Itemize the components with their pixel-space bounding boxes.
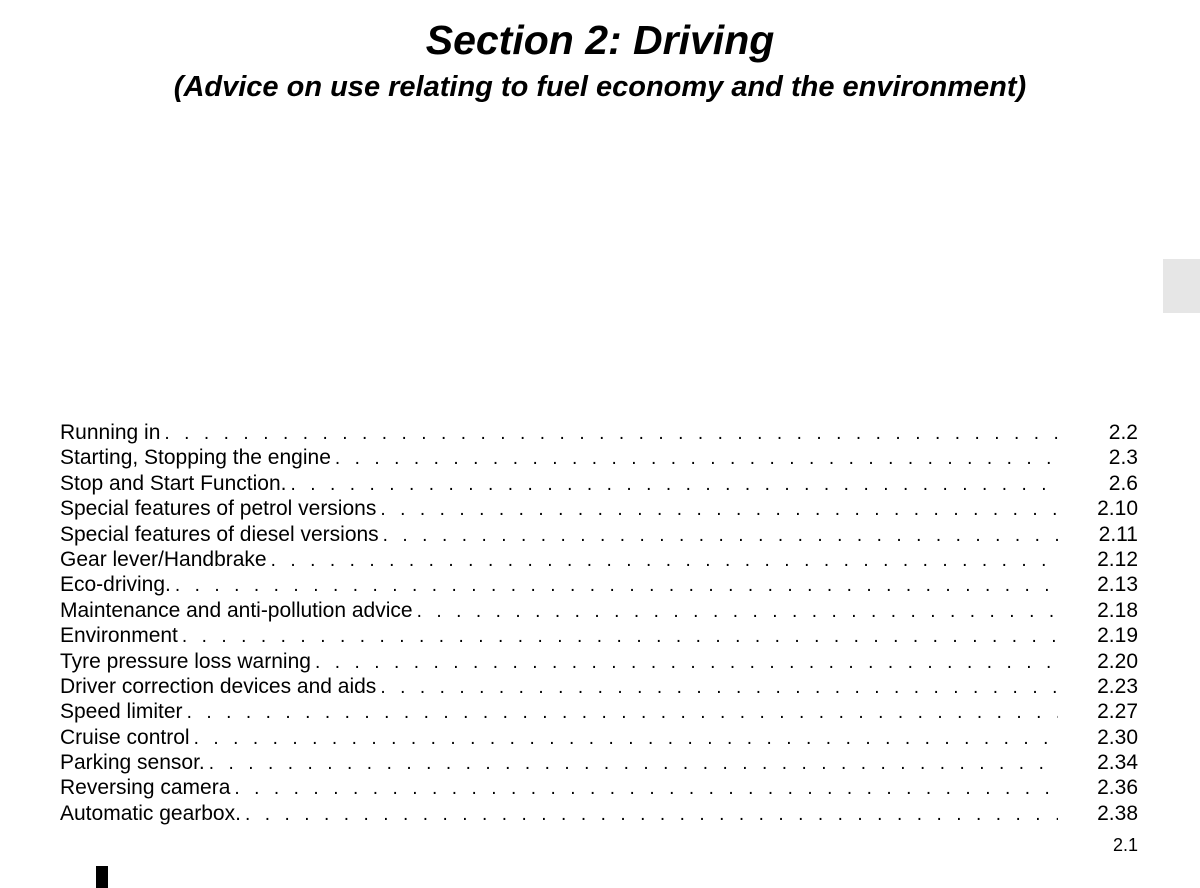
table-of-contents bbox=[60, 420, 1138, 826]
toc-entry-title: Reversing camera bbox=[60, 776, 231, 800]
toc-entry-title: Starting, Stopping the engine bbox=[60, 446, 331, 470]
toc-entry-cruise-control[interactable] bbox=[60, 725, 1138, 750]
toc-entry-running-in[interactable] bbox=[60, 420, 1138, 445]
toc-entry-maintenance[interactable] bbox=[60, 598, 1138, 623]
toc-entry-page: 2.12 bbox=[1097, 547, 1138, 571]
toc-entry-gear-lever[interactable] bbox=[60, 547, 1138, 572]
toc-entry-reversing-camera[interactable] bbox=[60, 775, 1138, 800]
toc-dot-leader bbox=[209, 751, 1058, 776]
page-title: Section 2: Driving bbox=[425, 17, 775, 63]
toc-entry-page: 2.6 bbox=[1108, 471, 1138, 495]
toc-dot-leader bbox=[194, 726, 1058, 751]
toc-entry-page: 2.36 bbox=[1097, 776, 1138, 800]
toc-entry-page: 2.2 bbox=[1108, 421, 1138, 444]
toc-dot-leader bbox=[380, 497, 1058, 522]
toc-dot-leader bbox=[383, 523, 1058, 548]
toc-entry-page: 2.13 bbox=[1097, 573, 1138, 597]
toc-dot-leader bbox=[380, 675, 1058, 700]
toc-dot-leader bbox=[335, 446, 1058, 471]
toc-entry-page: 2.18 bbox=[1097, 598, 1138, 622]
toc-entry-title: Driver correction devices and aids bbox=[60, 674, 377, 698]
page-subtitle: (Advice on use relating to fuel economy and the environment) bbox=[173, 71, 1027, 103]
toc-entry-eco-driving[interactable] bbox=[60, 572, 1138, 597]
toc-entry-diesel-versions[interactable] bbox=[60, 522, 1138, 547]
edge-mark bbox=[96, 866, 108, 888]
toc-entry-page: 2.20 bbox=[1097, 649, 1138, 673]
toc-dot-leader bbox=[234, 776, 1058, 801]
toc-entry-page: 2.19 bbox=[1097, 624, 1138, 648]
toc-entry-title: Cruise control bbox=[60, 725, 190, 749]
toc-entry-page: 2.3 bbox=[1108, 446, 1138, 470]
toc-entry-petrol-versions[interactable] bbox=[60, 496, 1138, 521]
section-tab-marker bbox=[1163, 259, 1200, 313]
toc-entry-starting-stopping[interactable] bbox=[60, 445, 1138, 470]
toc-entry-speed-limiter[interactable] bbox=[60, 699, 1138, 724]
toc-dot-leader bbox=[175, 573, 1058, 598]
toc-entry-title: Special features of diesel versions bbox=[60, 522, 379, 546]
toc-entry-page: 2.34 bbox=[1097, 751, 1138, 775]
toc-entry-title: Environment bbox=[60, 624, 178, 648]
toc-entry-environment[interactable] bbox=[60, 623, 1138, 648]
toc-entry-page: 2.11 bbox=[1098, 522, 1138, 546]
toc-entry-title: Speed limiter bbox=[60, 700, 183, 724]
toc-dot-leader bbox=[417, 599, 1058, 624]
toc-entry-title: Stop and Start Function. bbox=[60, 471, 287, 495]
toc-entry-page: 2.38 bbox=[1097, 801, 1138, 825]
toc-dot-leader bbox=[315, 650, 1058, 675]
toc-entry-title: Tyre pressure loss warning bbox=[60, 649, 311, 673]
toc-entry-stop-start[interactable] bbox=[60, 471, 1138, 496]
page-number: 2.1 bbox=[1112, 835, 1138, 855]
toc-entry-title: Automatic gearbox. bbox=[60, 801, 241, 825]
toc-entry-page: 2.30 bbox=[1097, 725, 1138, 749]
toc-entry-page: 2.10 bbox=[1097, 497, 1138, 521]
toc-entry-title: Special features of petrol versions bbox=[60, 497, 377, 521]
toc-dot-leader bbox=[187, 700, 1058, 725]
toc-entry-title: Parking sensor. bbox=[60, 751, 205, 775]
toc-entry-parking-sensor[interactable] bbox=[60, 750, 1138, 775]
toc-entry-driver-aids[interactable] bbox=[60, 674, 1138, 699]
toc-dot-leader bbox=[164, 421, 1058, 446]
toc-entry-title: Eco-driving. bbox=[60, 573, 171, 597]
toc-dot-leader bbox=[245, 802, 1058, 827]
toc-dot-leader bbox=[182, 624, 1058, 649]
toc-entry-automatic-gearbox[interactable] bbox=[60, 801, 1138, 826]
toc-entry-page: 2.27 bbox=[1097, 700, 1138, 724]
toc-entry-title: Gear lever/Handbrake bbox=[60, 547, 267, 571]
toc-entry-title: Maintenance and anti-pollution advice bbox=[60, 598, 413, 622]
toc-entry-page: 2.23 bbox=[1097, 674, 1138, 698]
toc-entry-title: Running in bbox=[60, 421, 161, 444]
toc-dot-leader bbox=[271, 548, 1058, 573]
toc-dot-leader bbox=[290, 472, 1058, 497]
toc-entry-tyre-pressure[interactable] bbox=[60, 649, 1138, 674]
